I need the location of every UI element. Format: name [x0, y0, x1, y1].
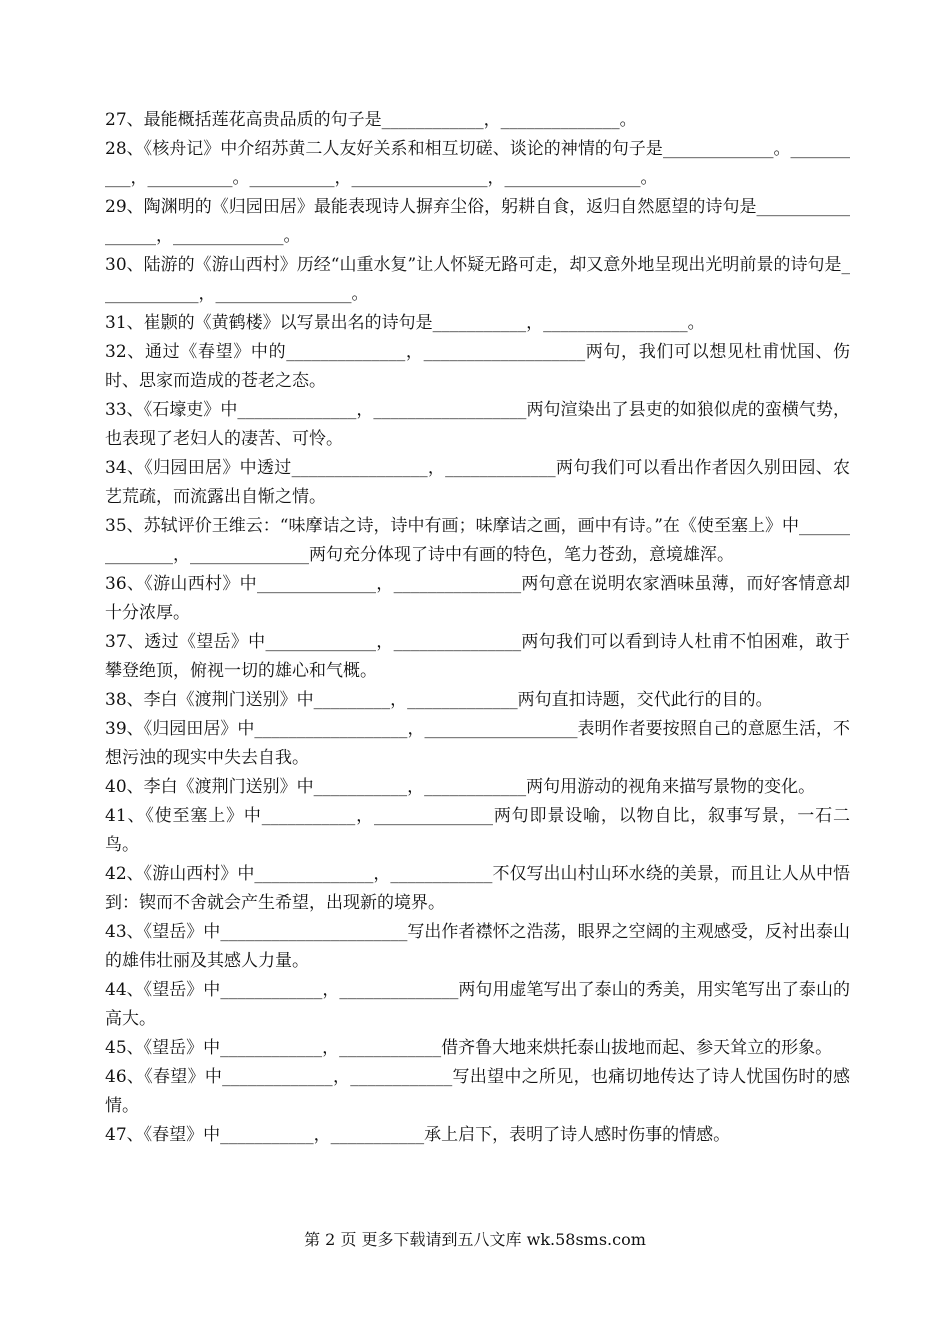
question-45: 45、《望岳》中____________，____________借齐鲁大地来烘托泰山拔地而起、参天耸立的形象。	[105, 1038, 833, 1058]
question-31: 31、崔颢的《黄鹤楼》以写景出名的诗句是___________，_________________。	[105, 313, 705, 333]
question-33: 33、《石壕吏》中______________，__________________两句渲染出了县吏的如狼似虎的蛮横气势，也表现了老妇人的凄苦、可怜。	[105, 400, 850, 449]
question-28: 28、《核舟记》中介绍苏黄二人友好关系和相互切磋、谈论的神情的句子是_____________。__________，__________。__________，________________，________________。	[105, 139, 850, 188]
question-38: 38、李白《渡荆门送别》中_________，_____________两句直扣诗题，交代此行的目的。	[105, 690, 773, 710]
question-46: 46、《春望》中_____________，____________写出望中之所见，也痛切地传达了诗人忧国伤时的感情。	[105, 1067, 850, 1116]
question-39: 39、《归园田居》中__________________，__________________表明作者要按照自己的意愿生活，不想污浊的现实中失去自我。	[105, 719, 850, 768]
question-34: 34、《归园田居》中透过________________，_____________两句我们可以看出作者因久别田园、农艺荒疏，而流露出自惭之情。	[105, 458, 850, 507]
page-footer: 第 2 页 更多下载请到五八文库 wk.58sms.com	[304, 1230, 646, 1249]
question-41: 41、《使至塞上》中___________，______________两句即景设喻，以物自比，叙事写景，一石二鸟。	[105, 806, 850, 855]
question-42: 42、《游山西村》中______________，____________不仅写出山村山环水绕的美景，而且让人从中悟到：锲而不舍就会产生希望，出现新的境界。	[105, 864, 850, 913]
question-44: 44、《望岳》中____________，______________两句用虚笔写出了泰山的秀美，用实笔写出了泰山的高大。	[105, 980, 850, 1029]
question-29: 29、陶渊明的《归园田居》最能表现诗人摒弃尘俗，躬耕自食，返归自然愿望的诗句是_________________，_____________。	[105, 197, 850, 246]
question-list	[105, 106, 850, 1150]
question-32: 32、通过《春望》中的______________，___________________两句，我们可以想见杜甫忧国、伤时、思家而造成的苍老之态。	[105, 342, 850, 391]
question-27: 27、最能概括莲花高贵品质的句子是____________，______________。	[105, 110, 637, 130]
question-36: 36、《游山西村》中______________，_______________两句意在说明农家酒味虽薄，而好客情意却十分浓厚。	[105, 574, 850, 623]
question-40: 40、李白《渡荆门送别》中___________，____________两句用游动的视角来描写景物的变化。	[105, 777, 816, 797]
question-30: 30、陆游的《游山西村》历经“山重水复”让人怀疑无路可走，却又意外地呈现出光明前景的诗句是____________，________________。	[105, 255, 850, 304]
question-37: 37、透过《望岳》中_____________，_______________两句我们可以看到诗人杜甫不怕困难，敢于攀登绝顶，俯视一切的雄心和气概。	[105, 632, 850, 681]
question-43: 43、《望岳》中______________________写出作者襟怀之浩荡，眼界之空阔的主观感受，反衬出泰山的雄伟壮丽及其感人力量。	[105, 922, 850, 971]
question-47: 47、《春望》中___________，___________承上启下，表明了诗人感时伤事的情感。	[105, 1125, 731, 1145]
question-35: 35、苏轼评价王维云：“味摩诘之诗，诗中有画；味摩诘之画，画中有诗。”在《使至塞上》中______________，______________两句充分体现了诗中有画的特色，笔力苍劲，意境雄浑。	[105, 516, 850, 565]
